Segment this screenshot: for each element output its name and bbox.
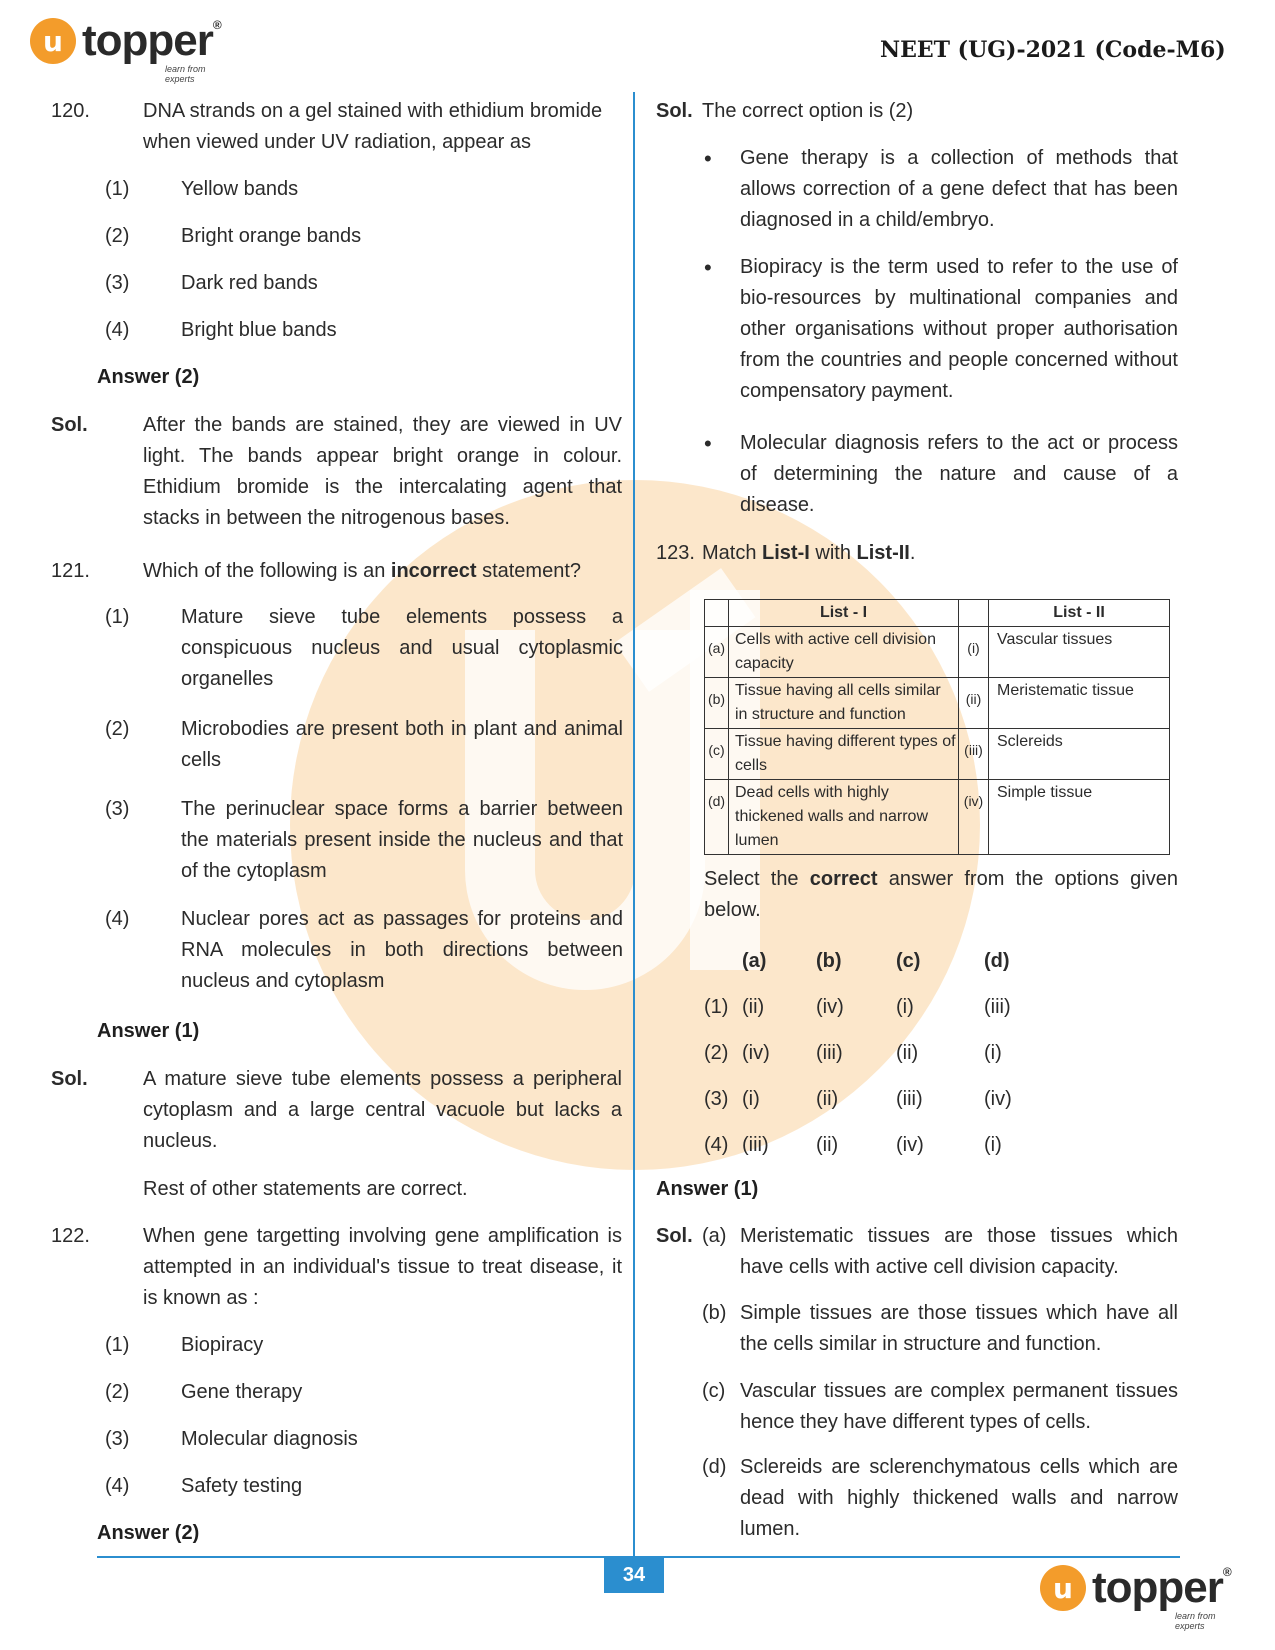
q120-solution: Sol. After the bands are stained, they are viewed in UV light. The bands appear bright orange in colour. Ethidium bromide is the intercalating agent that stacks in between the nitrogenous bases.	[51, 414, 622, 529]
topper-logo-footer	[1040, 1563, 1231, 1631]
table-row: (d) Dead cells with highly thickened walls and narrow lumen (iv) Simple tissue	[705, 780, 1170, 855]
column-divider	[633, 92, 635, 1557]
q123-select-instruction: Select the correct answer from the options given below.	[704, 868, 1178, 921]
q121-solution-extra: Rest of other statements are correct.	[143, 1178, 468, 1200]
q120-option-3: (3) Dark red bands	[105, 272, 318, 294]
grid-row: (1) (ii) (iv) (i) (iii)	[704, 996, 1011, 1018]
q120-option-4: (4) Bright blue bands	[105, 319, 337, 341]
q123-answer: Answer (1)	[656, 1178, 759, 1200]
question-122: 122. When gene targetting involving gene amplification is attempted in an individual's tissue to treat disease, it is known as :	[51, 1225, 622, 1309]
page-number: 34	[604, 1557, 664, 1593]
q121-option-4: (4) Nuclear pores act as passages for proteins and RNA molecules in both directions between nucleus and cytoplasm	[105, 908, 623, 992]
match-table	[704, 599, 1170, 855]
table-head-list1: List - I	[729, 600, 959, 627]
question-123: 123. Match List-I with List-II.	[656, 542, 916, 564]
table-row: (c) Tissue having different types of cells (iii) Sclereids	[705, 729, 1170, 780]
q123-sol-item-a: (a) Meristematic tissues are those tissues which have cells with active cell division capacity.	[702, 1225, 1178, 1278]
q120-option-2: (2) Bright orange bands	[105, 225, 362, 247]
q122-option-3: (3) Molecular diagnosis	[105, 1428, 358, 1450]
exam-title: NEET (UG)-2021 (Code-M6)	[880, 37, 1226, 63]
grid-row: (3) (i) (ii) (iii) (iv)	[704, 1088, 1012, 1110]
topper-logo-header	[30, 16, 221, 84]
q123-sol-item-b: (b) Simple tissues are those tissues which have all the cells similar in structure and function.	[702, 1302, 1178, 1355]
logo-tagline: learn from experts	[165, 64, 206, 84]
q123-sol-item-c: (c) Vascular tissues are complex permanent tissues hence they have different types of cells.	[702, 1380, 1178, 1433]
q122-option-2: (2) Gene therapy	[105, 1381, 303, 1403]
topper-logo-text: topper®	[82, 16, 221, 65]
q122-answer: Answer (2)	[97, 1522, 200, 1544]
grid-header: (a) (b) (c) (d)	[742, 950, 1010, 972]
question-121: 121. Which of the following is an incorrect statement?	[51, 560, 582, 582]
q120-answer: Answer (2)	[97, 366, 200, 388]
q121-answer: Answer (1)	[97, 1020, 200, 1042]
question-120: 120. DNA strands on a gel stained with ethidium bromide when viewed under UV radiation, appear as	[51, 100, 603, 153]
q121-option-2: (2) Microbodies are present both in plant and animal cells	[105, 718, 623, 771]
q121-solution: Sol. A mature sieve tube elements possess a peripheral cytoplasm and a large central vacuole but lacks a nucleus.	[51, 1068, 622, 1152]
q122-sol-bullet-2: • Biopiracy is the term used to refer to the use of bio-resources by multinational companies and other organisations without proper authorisation from the countries and people concerned without compensatory payment.	[704, 255, 1178, 402]
q120-option-1: (1) Yellow bands	[105, 178, 299, 200]
table-corner-2	[959, 600, 989, 627]
table-corner	[705, 600, 729, 627]
table-head-list2: List - II	[989, 600, 1170, 627]
q123-options-grid	[704, 938, 1044, 1168]
q121-option-3: (3) The perinuclear space forms a barrier between the materials present inside the nucleus and that of the cytoplasm	[105, 798, 623, 882]
grid-row: (2) (iv) (iii) (ii) (i)	[704, 1042, 1002, 1064]
q122-solution: Sol. The correct option is (2)	[656, 100, 914, 122]
topper-logo-icon: u	[30, 18, 76, 64]
q122-sol-bullet-1: • Gene therapy is a collection of methods that allows correction of a gene defect that has been diagnosed in a child/embryo.	[704, 146, 1178, 231]
q122-option-4: (4) Safety testing	[105, 1475, 303, 1497]
q123-solution: Sol. (a) Meristematic tissues are those tissues which have cells with active cell division capacity.	[656, 1221, 1178, 1283]
q123-sol-item-d: (d) Sclereids are sclerenchymatous cells which are dead with highly thickened walls and narrow lumen.	[702, 1456, 1178, 1540]
topper-logo-icon: u	[1040, 1565, 1086, 1611]
q122-option-1: (1) Biopiracy	[105, 1334, 264, 1356]
q121-option-1: (1) Mature sieve tube elements possess a conspicuous nucleus and usual cytoplasmic organelles	[105, 606, 623, 690]
q122-sol-bullet-3: • Molecular diagnosis refers to the act or process of determining the nature and cause of a disease.	[704, 431, 1178, 516]
grid-row: (4) (iii) (ii) (iv) (i)	[704, 1134, 1002, 1156]
table-row: (b) Tissue having all cells similar in structure and function (ii) Meristematic tissue	[705, 678, 1170, 729]
logo-tagline: learn from experts	[1175, 1611, 1216, 1631]
table-row: (a) Cells with active cell division capacity (i) Vascular tissues	[705, 627, 1170, 678]
topper-logo-text: topper®	[1092, 1563, 1231, 1612]
